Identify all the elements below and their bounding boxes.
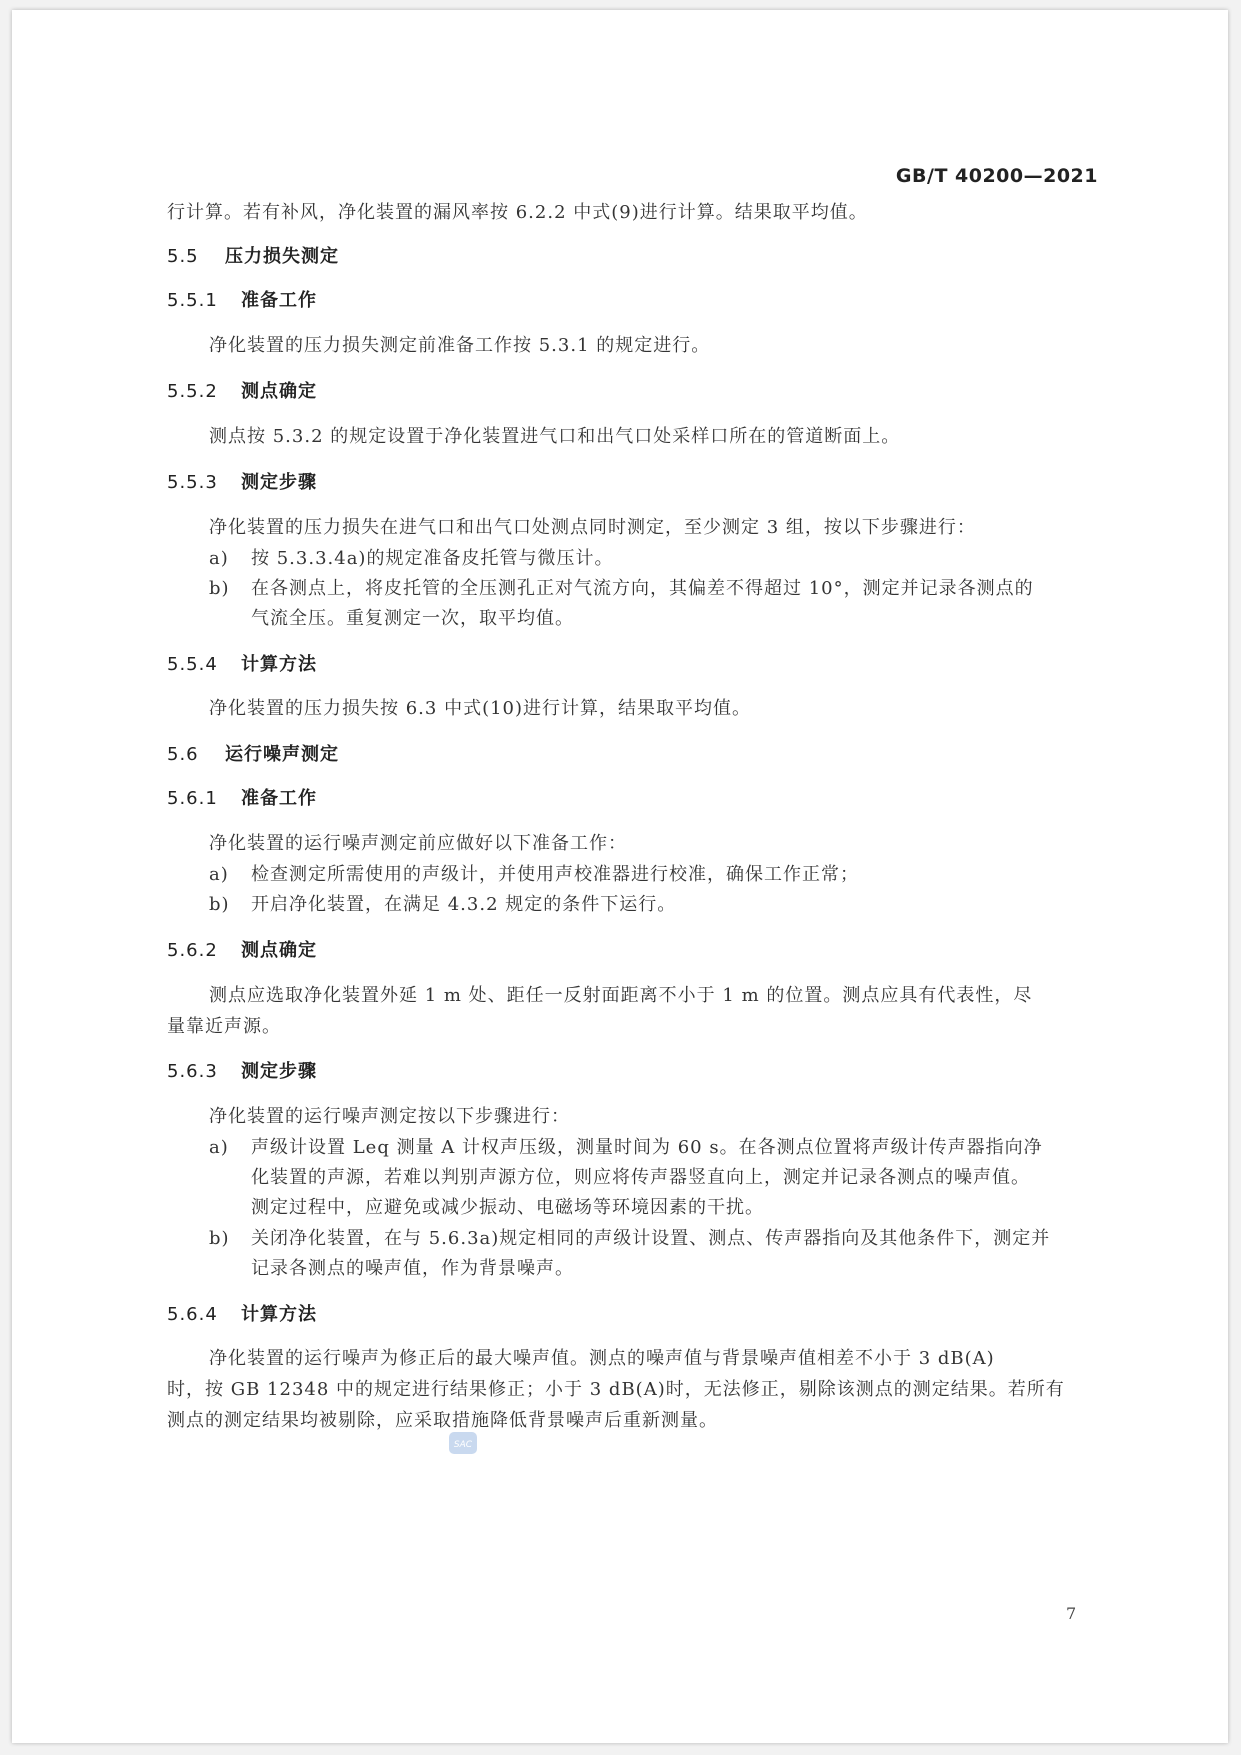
section-number: 5.6.1	[167, 788, 218, 809]
paragraph-line: 净化装置的运行噪声测定按以下步骤进行：	[209, 1106, 570, 1127]
section-title: 测定步骤	[241, 1061, 317, 1082]
section-heading-5-5-2	[167, 381, 317, 403]
section-heading-5-6-1	[167, 788, 317, 810]
section-title: 计算方法	[241, 654, 317, 675]
section-heading-5-6-3	[167, 1061, 317, 1083]
section-number: 5.5.1	[167, 290, 218, 311]
paragraph-line: 测点应选取净化装置外延 1 m 处、距任一反射面距离不小于 1 m 的位置。测点应具有代表性，尽	[209, 985, 1033, 1006]
section-heading-5-6	[167, 744, 339, 766]
list-item-label: a)	[209, 1137, 229, 1158]
paragraph-line: 测点的测定结果均被剔除，应采取措施降低背景噪声后重新测量。	[167, 1410, 718, 1431]
section-heading-5-6-2	[167, 940, 317, 962]
list-item-text: 测定过程中，应避免或减少振动、电磁场等环境因素的干扰。	[251, 1197, 764, 1218]
paragraph-line: 时，按 GB 12348 中的规定进行结果修正；小于 3 dB(A)时，无法修正，剔除该测点的测定结果。若所有	[167, 1379, 1065, 1400]
section-title: 测定步骤	[241, 472, 317, 493]
section-number: 5.5.3	[167, 472, 218, 493]
page-number: 7	[1066, 1604, 1077, 1623]
section-title: 测点确定	[241, 381, 317, 402]
paragraph-line: 净化装置的运行噪声为修正后的最大噪声值。测点的噪声值与背景噪声值相差不小于 3 dB(A)	[209, 1348, 995, 1369]
section-title: 准备工作	[241, 788, 317, 809]
section-number: 5.6	[167, 744, 199, 765]
paragraph-line: 净化装置的运行噪声测定前应做好以下准备工作：	[209, 833, 627, 854]
paragraph-line: 测点按 5.3.2 的规定设置于净化装置进气口和出气口处采样口所在的管道断面上。	[209, 426, 901, 447]
section-heading-5-6-4	[167, 1304, 317, 1326]
sac-logo-icon	[449, 1432, 477, 1454]
section-number: 5.6.2	[167, 940, 218, 961]
section-number: 5.6.3	[167, 1061, 218, 1082]
list-item-text: 声级计设置 Leq 测量 A 计权声压级，测量时间为 60 s。在各测点位置将声级计传声器指向净	[251, 1137, 1043, 1158]
list-item-text: 记录各测点的噪声值，作为背景噪声。	[251, 1258, 574, 1279]
section-heading-5-5-1	[167, 290, 317, 312]
section-number: 5.5	[167, 246, 199, 267]
list-item-label: b)	[209, 894, 230, 915]
document-page	[12, 10, 1228, 1743]
list-item-label: b)	[209, 1228, 230, 1249]
list-item-text: 按 5.3.3.4a)的规定准备皮托管与微压计。	[251, 548, 614, 569]
section-number: 5.5.2	[167, 381, 218, 402]
list-item-text: 开启净化装置，在满足 4.3.2 规定的条件下运行。	[251, 894, 677, 915]
section-title: 计算方法	[241, 1304, 317, 1325]
section-heading-5-5	[167, 246, 339, 268]
list-item-label: a)	[209, 548, 229, 569]
list-item-label: a)	[209, 864, 229, 885]
section-heading-5-5-4	[167, 654, 317, 676]
list-item-text: 气流全压。重复测定一次，取平均值。	[251, 608, 574, 629]
section-number: 5.6.4	[167, 1304, 218, 1325]
paragraph-line: 量靠近声源。	[167, 1016, 281, 1037]
paragraph-line: 净化装置的压力损失按 6.3 中式(10)进行计算，结果取平均值。	[209, 698, 752, 719]
svg-text:SAC: SAC	[453, 1440, 473, 1450]
list-item-text: 关闭净化装置，在与 5.6.3a)规定相同的声级计设置、测点、传声器指向及其他条件下，测定并	[251, 1228, 1051, 1249]
section-title: 运行噪声测定	[225, 744, 339, 765]
list-item-label: b)	[209, 578, 230, 599]
section-number: 5.5.4	[167, 654, 218, 675]
list-item-text: 在各测点上，将皮托管的全压测孔正对气流方向，其偏差不得超过 10°，测定并记录各测点的	[251, 578, 1034, 599]
standard-number: GB/T 40200—2021	[895, 165, 1098, 187]
list-item-text: 化装置的声源，若难以判别声源方位，则应将传声器竖直向上，测定并记录各测点的噪声值。	[251, 1167, 1030, 1188]
list-item-text: 检查测定所需使用的声级计，并使用声校准器进行校准，确保工作正常；	[251, 864, 859, 885]
section-title: 压力损失测定	[225, 246, 339, 267]
section-title: 测点确定	[241, 940, 317, 961]
paragraph-line: 净化装置的压力损失测定前准备工作按 5.3.1 的规定进行。	[209, 335, 711, 356]
section-heading-5-5-3	[167, 472, 317, 494]
section-title: 准备工作	[241, 290, 317, 311]
paragraph-line: 净化装置的压力损失在进气口和出气口处测点同时测定，至少测定 3 组，按以下步骤进行：	[209, 517, 976, 538]
paragraph-line: 行计算。若有补风，净化装置的漏风率按 6.2.2 中式(9)进行计算。结果取平均值。	[167, 202, 868, 223]
